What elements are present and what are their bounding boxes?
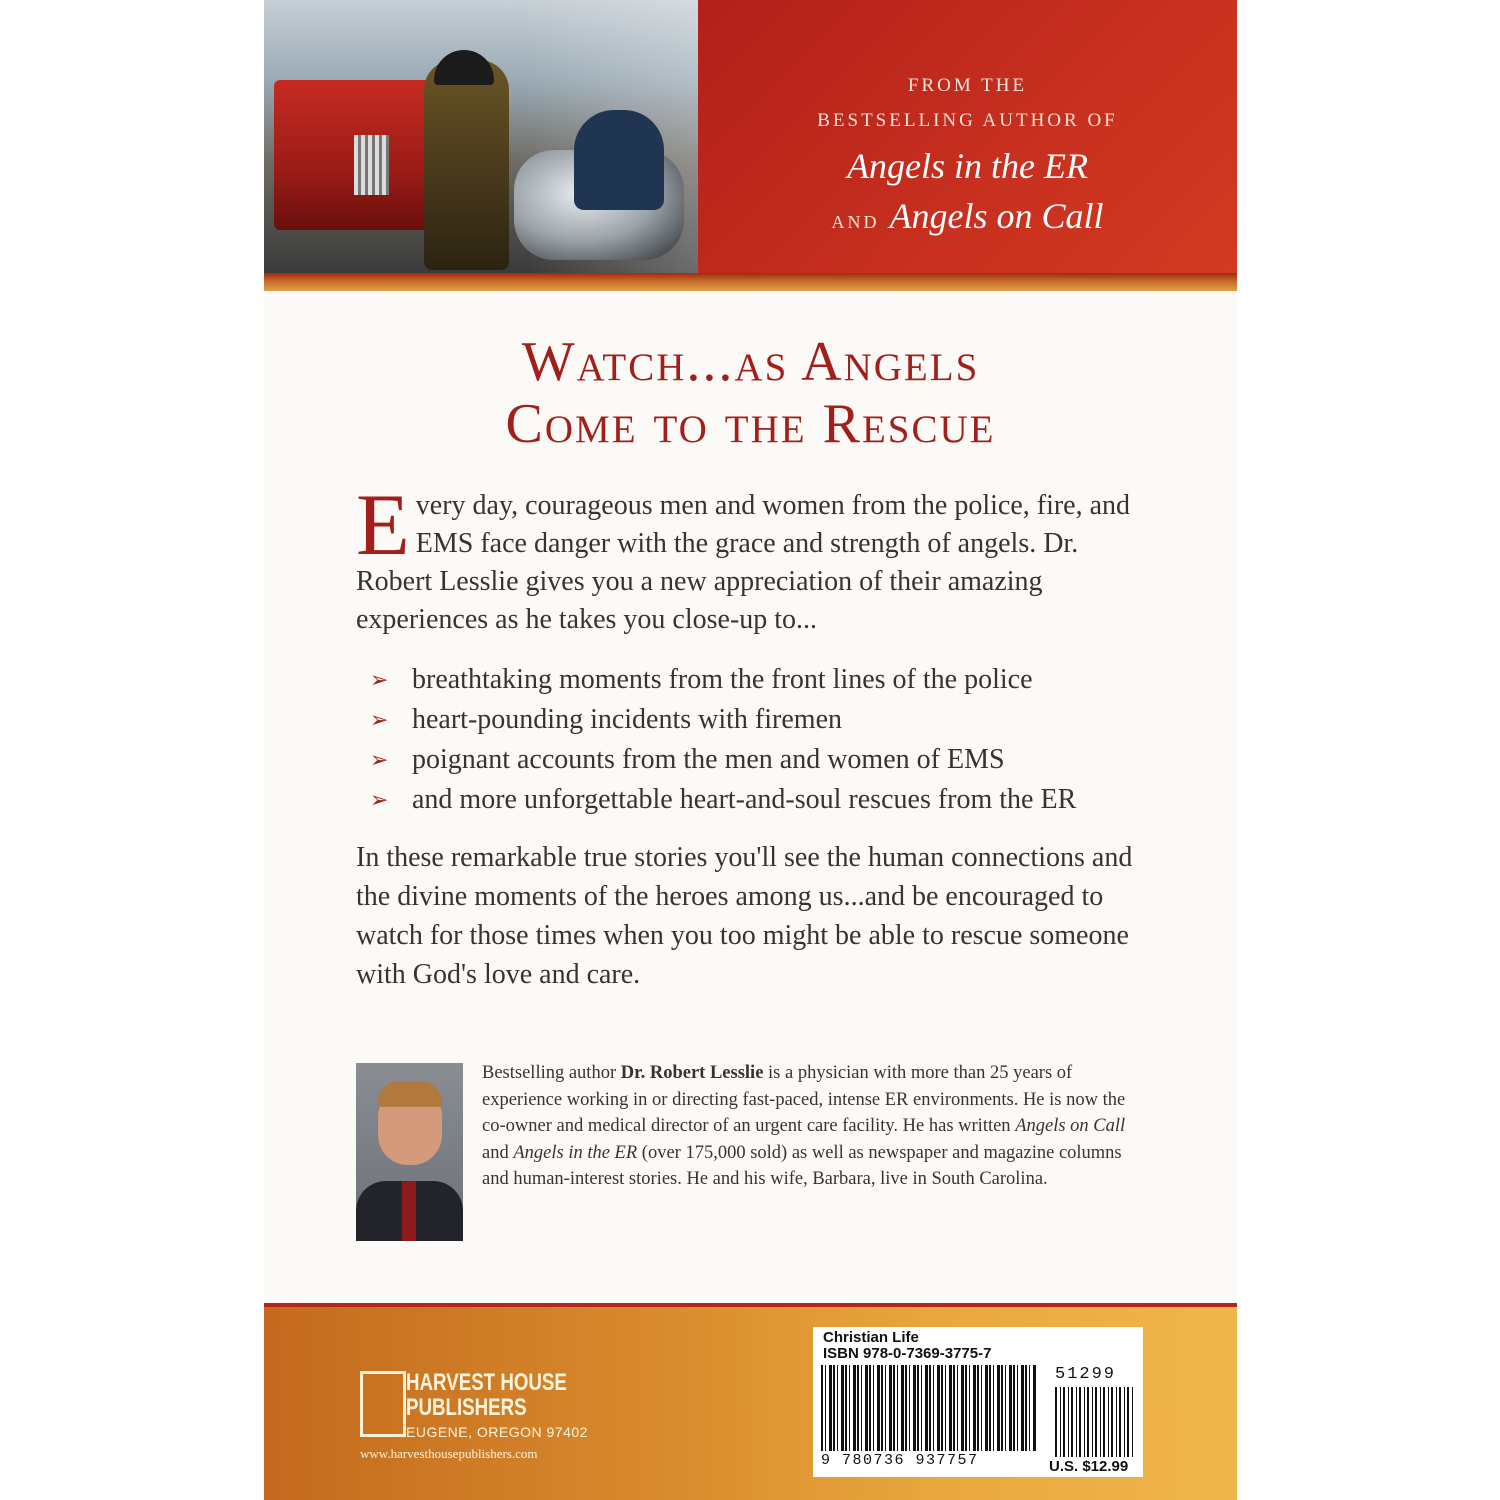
price-barcode-bars [1055, 1387, 1135, 1457]
price-label: U.S. $12.99 [1049, 1458, 1129, 1475]
headline-line-2: Come to the Rescue [505, 393, 996, 455]
arrow-bullet-icon: ➢ [370, 747, 389, 772]
banner-panel [698, 0, 1237, 273]
publisher-url: www.harvesthousepublishers.com [360, 1446, 538, 1461]
book-title-line-2 [698, 195, 1237, 237]
publisher-name-line-2: PUBLISHERS [406, 1394, 527, 1421]
publisher-logo-icon [360, 1371, 406, 1437]
book-title-angels-on-call: Angels on Call [889, 196, 1104, 236]
bio-text: is a physician with more than 25 years of experience working in or directing fast-paced, intense ER environments. He is now the co-owner and medical director of an urgent care facility. He has written [482, 1063, 1126, 1136]
publisher-city: EUGENE, OREGON 97402 [406, 1424, 588, 1440]
price-code: 51299 [1055, 1365, 1117, 1384]
bio-text: (over 175,000 sold) as well as newspaper and magazine columns and human-interest stories. He and his wife, Barbara, live in South Carolina. [482, 1142, 1122, 1189]
emergency-responders-photo [264, 0, 698, 273]
drop-cap: E [356, 477, 410, 574]
book-title: Angels in the ER [513, 1142, 638, 1163]
list-item-text: heart-pounding incidents with firemen [412, 704, 842, 735]
barcode-box [813, 1327, 1143, 1477]
publisher-name-line-1: HARVEST HOUSE [406, 1369, 567, 1396]
author-tie [402, 1181, 416, 1241]
list-item [370, 700, 1190, 740]
list-item-text: poignant accounts from the men and women of EMS [412, 744, 1005, 775]
intro-text: very day, courageous men and women from the police, fire, and EMS face danger with the grace and strength of angels. Dr. Robert Lesslie gives you a new appreciation of their amazing experiences as he takes you close-up to... [356, 490, 1131, 635]
highlights-list [370, 660, 1190, 820]
publisher-name [406, 1370, 567, 1420]
fire-truck-grill [354, 135, 389, 195]
author-photo [356, 1063, 463, 1241]
author-bio [482, 1060, 1132, 1193]
bio-text: and [482, 1142, 514, 1163]
book-title: Angels on Call [1015, 1116, 1126, 1136]
barcode-bars [821, 1365, 1036, 1451]
arrow-bullet-icon: ➢ [370, 787, 389, 812]
firefighter-image [424, 60, 509, 270]
intro-paragraph [356, 477, 1156, 639]
list-item-text: breathtaking moments from the front lines of the police [412, 664, 1033, 695]
list-item [370, 660, 1190, 700]
book-title-angels-in-the-er: Angels in the ER [847, 146, 1088, 186]
bio-text: Bestselling author [482, 1063, 621, 1083]
arrow-bullet-icon: ➢ [370, 667, 389, 692]
closing-paragraph: In these remarkable true stories you'll see the human connections and the divine moments of the heroes among us...and be encouraged to watch for those times when you too might be able to rescue someone with God's love and care. [356, 842, 1133, 990]
top-gold-band [264, 273, 1237, 291]
firefighter-helmet [434, 50, 494, 85]
police-officer-image [574, 110, 664, 210]
list-item [370, 780, 1190, 820]
arrow-bullet-icon: ➢ [370, 707, 389, 732]
bestselling-author-text: BESTSELLING AUTHOR OF [817, 110, 1118, 131]
isbn-label: ISBN 978-0-7369-3775-7 [823, 1345, 992, 1362]
list-item-text: and more unforgettable heart-and-soul rescues from the ER [412, 784, 1077, 815]
book-back-cover [264, 0, 1237, 1500]
barcode-number: 9 780736 937757 [821, 1452, 979, 1469]
and-text: AND [831, 212, 880, 232]
author-hair [378, 1081, 442, 1107]
headline-line-1: Watch...as Angels [521, 331, 980, 393]
author-name: Dr. Robert Lesslie [620, 1063, 764, 1083]
category-label: Christian Life [823, 1329, 919, 1346]
list-item [370, 740, 1190, 780]
from-the-text: FROM THE [907, 75, 1028, 96]
